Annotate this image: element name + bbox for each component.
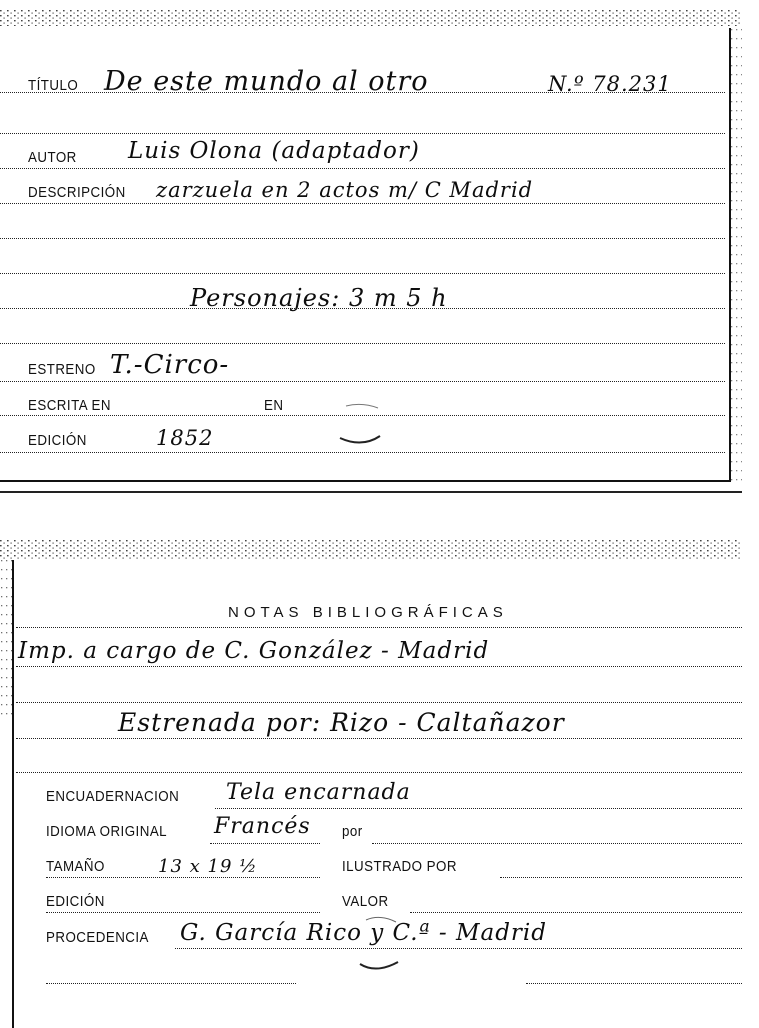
card-separator xyxy=(0,491,742,493)
estreno-value: T.-Circo- xyxy=(110,350,230,380)
idioma-value: Francés xyxy=(214,814,311,839)
line-por xyxy=(372,843,742,844)
line-edicion2 xyxy=(46,912,320,913)
line-bottom-right xyxy=(526,983,742,984)
line-nota-blank2 xyxy=(16,772,742,773)
line-bottom-left xyxy=(46,983,296,984)
idioma-label: IDIOMA ORIGINAL xyxy=(46,824,168,840)
nota-line-2: Estrenada por: Rizo - Caltañazor xyxy=(118,708,565,737)
line-nota1 xyxy=(16,666,742,667)
personajes-value: Personajes: 3 m 5 h xyxy=(190,284,448,312)
ilustrado-label: ILUSTRADO POR xyxy=(342,859,457,875)
titulo-label: TÍTULO xyxy=(28,78,79,94)
edicion-bottom-label: EDICIÓN xyxy=(46,894,105,910)
numero-value: N.º 78.231 xyxy=(548,72,672,96)
descripcion-value: zarzuela en 2 actos m/ C Madrid xyxy=(156,178,534,202)
line-procedencia xyxy=(175,948,742,949)
line-estreno xyxy=(0,381,725,382)
descripcion-label: DESCRIPCIÓN xyxy=(28,185,126,201)
notas-heading: NOTAS BIBLIOGRÁFICAS xyxy=(228,604,508,621)
autor-label: AUTOR xyxy=(28,150,77,166)
valor-label: VALOR xyxy=(342,894,389,910)
line-idioma xyxy=(210,843,320,844)
nota-line-1: Imp. a cargo de C. González - Madrid xyxy=(18,638,490,664)
por-label: por xyxy=(342,824,363,840)
line-blank-2 xyxy=(0,238,725,239)
en-label: EN xyxy=(264,398,284,414)
line-blank-4 xyxy=(0,343,725,344)
line-encuadernacion xyxy=(215,808,742,809)
encuadernacion-label: ENCUADERNACION xyxy=(46,789,180,805)
line-nota2 xyxy=(16,738,742,739)
line-blank-1 xyxy=(0,133,725,134)
line-tamano xyxy=(46,877,320,878)
edicion-value: 1852 xyxy=(156,426,214,450)
line-autor xyxy=(0,168,725,169)
line-valor xyxy=(410,912,742,913)
line-descripcion xyxy=(0,203,725,204)
stamp-mark-procedencia xyxy=(346,912,416,976)
line-edicion xyxy=(0,452,725,453)
escrita-en-label: ESCRITA EN xyxy=(28,398,111,414)
stamp-mark xyxy=(322,392,402,452)
line-nota-blank xyxy=(16,702,742,703)
procedencia-label: PROCEDENCIA xyxy=(46,930,149,946)
edicion-label: EDICIÓN xyxy=(28,433,87,449)
tamano-value: 13 x 19 ½ xyxy=(158,856,258,877)
line-ilustrado xyxy=(500,877,742,878)
autor-value: Luis Olona (adaptador) xyxy=(128,138,420,164)
tamano-label: TAMAÑO xyxy=(46,859,105,875)
encuadernacion-value: Tela encarnada xyxy=(226,780,411,805)
titulo-value: De este mundo al otro xyxy=(104,66,429,97)
line-blank-3 xyxy=(0,273,725,274)
procedencia-value: G. García Rico y C.ª - Madrid xyxy=(180,920,548,946)
estreno-label: ESTRENO xyxy=(28,362,96,378)
line-heading xyxy=(16,627,742,628)
